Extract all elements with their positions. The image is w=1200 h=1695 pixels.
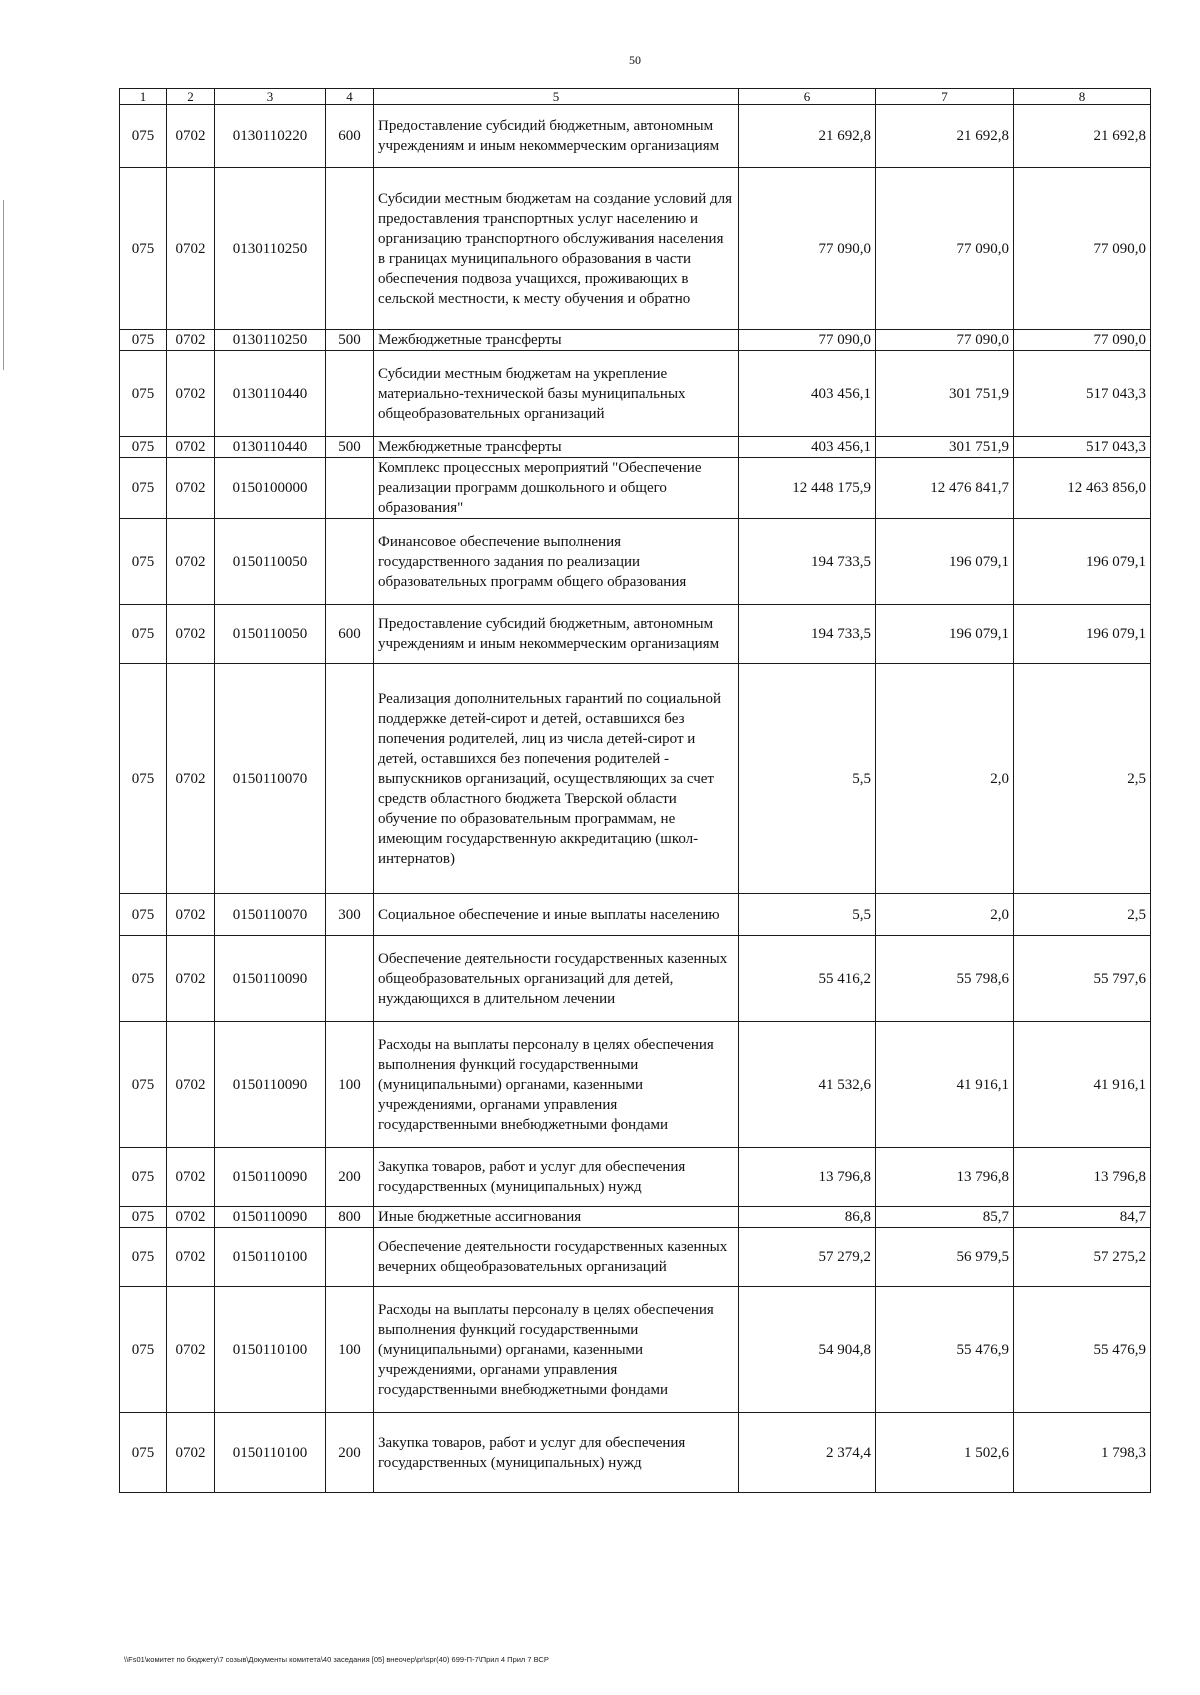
cell-target-article: 0150110070	[215, 664, 326, 894]
cell-amount-col7: 21 692,8	[876, 105, 1014, 168]
cell-expense-type: 100	[326, 1287, 374, 1413]
cell-expense-type: 200	[326, 1148, 374, 1207]
table-row	[120, 1228, 1151, 1287]
cell-ministry-code: 075	[120, 1148, 167, 1207]
cell-expense-type: 200	[326, 1413, 374, 1493]
cell-amount-col7: 55 476,9	[876, 1287, 1014, 1413]
cell-item-name: Предоставление субсидий бюджетным, автономным учреждениям и иным некоммерческим организациям	[374, 605, 739, 664]
cell-amount-col8: 1 798,3	[1014, 1413, 1151, 1493]
header-cell: 2	[167, 89, 215, 105]
cell-ministry-code: 075	[120, 168, 167, 330]
cell-amount-col8: 77 090,0	[1014, 168, 1151, 330]
cell-amount-col6: 77 090,0	[739, 330, 876, 351]
cell-amount-col7: 2,0	[876, 664, 1014, 894]
cell-item-name: Расходы на выплаты персоналу в целях обеспечения выполнения функций государственными (муниципальными) органами, казенными учреждениями, органами управления государственными внебюджетными фондами	[374, 1287, 739, 1413]
cell-target-article: 0150110090	[215, 1207, 326, 1228]
cell-ministry-code: 075	[120, 1287, 167, 1413]
cell-amount-col8: 57 275,2	[1014, 1228, 1151, 1287]
cell-amount-col8: 84,7	[1014, 1207, 1151, 1228]
cell-item-name: Финансовое обеспечение выполнения государственного задания по реализации образовательных программ общего образования	[374, 519, 739, 605]
cell-amount-col7: 196 079,1	[876, 605, 1014, 664]
cell-amount-col6: 41 532,6	[739, 1022, 876, 1148]
cell-amount-col7: 301 751,9	[876, 351, 1014, 437]
cell-ministry-code: 075	[120, 664, 167, 894]
cell-target-article: 0130110250	[215, 168, 326, 330]
cell-expense-type: 600	[326, 105, 374, 168]
cell-section-code: 0702	[167, 1022, 215, 1148]
header-cell: 5	[374, 89, 739, 105]
header-cell: 6	[739, 89, 876, 105]
cell-amount-col6: 13 796,8	[739, 1148, 876, 1207]
cell-amount-col8: 196 079,1	[1014, 519, 1151, 605]
cell-amount-col6: 403 456,1	[739, 437, 876, 458]
cell-item-name: Социальное обеспечение и иные выплаты населению	[374, 894, 739, 936]
cell-amount-col8: 55 476,9	[1014, 1287, 1151, 1413]
cell-amount-col7: 1 502,6	[876, 1413, 1014, 1493]
cell-expense-type	[326, 168, 374, 330]
cell-amount-col6: 77 090,0	[739, 168, 876, 330]
cell-expense-type: 100	[326, 1022, 374, 1148]
table-row	[120, 1148, 1151, 1207]
table-row	[120, 1287, 1151, 1413]
cell-item-name: Субсидии местным бюджетам на укрепление материально-технической базы муниципальных общеобразовательных организаций	[374, 351, 739, 437]
cell-section-code: 0702	[167, 1287, 215, 1413]
cell-amount-col7: 301 751,9	[876, 437, 1014, 458]
table-row	[120, 605, 1151, 664]
cell-target-article: 0150110100	[215, 1413, 326, 1493]
cell-target-article: 0150110050	[215, 605, 326, 664]
cell-ministry-code: 075	[120, 894, 167, 936]
cell-ministry-code: 075	[120, 437, 167, 458]
cell-section-code: 0702	[167, 1148, 215, 1207]
cell-section-code: 0702	[167, 605, 215, 664]
header-cell: 3	[215, 89, 326, 105]
cell-amount-col6: 403 456,1	[739, 351, 876, 437]
cell-target-article: 0130110440	[215, 437, 326, 458]
cell-expense-type: 300	[326, 894, 374, 936]
cell-section-code: 0702	[167, 105, 215, 168]
cell-amount-col8: 12 463 856,0	[1014, 458, 1151, 519]
cell-amount-col6: 194 733,5	[739, 519, 876, 605]
cell-section-code: 0702	[167, 1413, 215, 1493]
cell-item-name: Предоставление субсидий бюджетным, автономным учреждениям и иным некоммерческим организациям	[374, 105, 739, 168]
cell-target-article: 0150100000	[215, 458, 326, 519]
cell-item-name: Комплекс процессных мероприятий "Обеспечение реализации программ дошкольного и общего образования"	[374, 458, 739, 519]
cell-ministry-code: 075	[120, 1413, 167, 1493]
table-row	[120, 458, 1151, 519]
cell-item-name: Обеспечение деятельности государственных казенных общеобразовательных организаций для детей, нуждающихся в длительном лечении	[374, 936, 739, 1022]
cell-section-code: 0702	[167, 168, 215, 330]
cell-amount-col6: 55 416,2	[739, 936, 876, 1022]
cell-target-article: 0150110090	[215, 1148, 326, 1207]
cell-amount-col8: 41 916,1	[1014, 1022, 1151, 1148]
cell-amount-col6: 86,8	[739, 1207, 876, 1228]
cell-section-code: 0702	[167, 519, 215, 605]
cell-amount-col8: 13 796,8	[1014, 1148, 1151, 1207]
table-body	[120, 105, 1151, 1493]
cell-section-code: 0702	[167, 330, 215, 351]
cell-item-name: Расходы на выплаты персоналу в целях обеспечения выполнения функций государственными (муниципальными) органами, казенными учреждениями, органами управления государственными внебюджетными фондами	[374, 1022, 739, 1148]
cell-ministry-code: 075	[120, 330, 167, 351]
cell-amount-col6: 5,5	[739, 664, 876, 894]
cell-target-article: 0150110050	[215, 519, 326, 605]
cell-ministry-code: 075	[120, 458, 167, 519]
cell-amount-col6: 5,5	[739, 894, 876, 936]
cell-item-name: Закупка товаров, работ и услуг для обеспечения государственных (муниципальных) нужд	[374, 1413, 739, 1493]
cell-amount-col8: 55 797,6	[1014, 936, 1151, 1022]
cell-ministry-code: 075	[120, 105, 167, 168]
cell-section-code: 0702	[167, 458, 215, 519]
header-cell: 1	[120, 89, 167, 105]
cell-amount-col8: 2,5	[1014, 664, 1151, 894]
cell-expense-type: 800	[326, 1207, 374, 1228]
cell-target-article: 0150110100	[215, 1287, 326, 1413]
cell-expense-type	[326, 1228, 374, 1287]
cell-expense-type: 500	[326, 437, 374, 458]
cell-amount-col8: 196 079,1	[1014, 605, 1151, 664]
table-row	[120, 936, 1151, 1022]
cell-amount-col8: 517 043,3	[1014, 437, 1151, 458]
cell-ministry-code: 075	[120, 1022, 167, 1148]
table-row	[120, 664, 1151, 894]
cell-amount-col7: 2,0	[876, 894, 1014, 936]
cell-expense-type	[326, 664, 374, 894]
cell-amount-col7: 55 798,6	[876, 936, 1014, 1022]
cell-expense-type	[326, 936, 374, 1022]
cell-expense-type: 600	[326, 605, 374, 664]
page-number: 50	[629, 53, 641, 67]
cell-section-code: 0702	[167, 437, 215, 458]
table-row	[120, 519, 1151, 605]
cell-section-code: 0702	[167, 936, 215, 1022]
cell-amount-col8: 21 692,8	[1014, 105, 1151, 168]
cell-amount-col7: 56 979,5	[876, 1228, 1014, 1287]
cell-target-article: 0150110070	[215, 894, 326, 936]
cell-target-article: 0150110090	[215, 936, 326, 1022]
cell-amount-col6: 57 279,2	[739, 1228, 876, 1287]
table-row	[120, 437, 1151, 458]
header-cell: 4	[326, 89, 374, 105]
cell-target-article: 0150110090	[215, 1022, 326, 1148]
cell-amount-col7: 77 090,0	[876, 168, 1014, 330]
cell-expense-type	[326, 519, 374, 605]
cell-item-name: Закупка товаров, работ и услуг для обеспечения государственных (муниципальных) нужд	[374, 1148, 739, 1207]
cell-expense-type	[326, 458, 374, 519]
cell-item-name: Иные бюджетные ассигнования	[374, 1207, 739, 1228]
cell-amount-col7: 41 916,1	[876, 1022, 1014, 1148]
header-cell: 7	[876, 89, 1014, 105]
cell-amount-col6: 194 733,5	[739, 605, 876, 664]
cell-item-name: Межбюджетные трансферты	[374, 330, 739, 351]
footer-file-path: \\Fs01\комитет по бюджету\7 созыв\Документы комитета\40 заседания [05] внеочер\pr\spr(40) 699-П-7\Прил 4 Прил 7 ВСР	[124, 1655, 549, 1664]
cell-expense-type: 500	[326, 330, 374, 351]
cell-item-name: Межбюджетные трансферты	[374, 437, 739, 458]
table-row	[120, 894, 1151, 936]
table-row	[120, 105, 1151, 168]
cell-ministry-code: 075	[120, 1228, 167, 1287]
cell-target-article: 0130110440	[215, 351, 326, 437]
cell-ministry-code: 075	[120, 605, 167, 664]
cell-amount-col8: 77 090,0	[1014, 330, 1151, 351]
header-row	[120, 89, 1151, 105]
cell-target-article: 0150110100	[215, 1228, 326, 1287]
cell-section-code: 0702	[167, 664, 215, 894]
cell-item-name: Субсидии местным бюджетам на создание условий для предоставления транспортных услуг населению и организацию транспортного обслуживания населения в границах муниципального образования в части обеспечения подвоза учащихся, проживающих в сельской местности, к месту обучения и обратно	[374, 168, 739, 330]
table-row	[120, 1022, 1151, 1148]
cell-target-article: 0130110250	[215, 330, 326, 351]
cell-ministry-code: 075	[120, 936, 167, 1022]
cell-amount-col7: 12 476 841,7	[876, 458, 1014, 519]
table-row	[120, 168, 1151, 330]
cell-amount-col7: 13 796,8	[876, 1148, 1014, 1207]
cell-amount-col6: 12 448 175,9	[739, 458, 876, 519]
cell-target-article: 0130110220	[215, 105, 326, 168]
cell-amount-col8: 517 043,3	[1014, 351, 1151, 437]
cell-amount-col6: 21 692,8	[739, 105, 876, 168]
cell-section-code: 0702	[167, 1228, 215, 1287]
cell-ministry-code: 075	[120, 351, 167, 437]
cell-amount-col8: 2,5	[1014, 894, 1151, 936]
cell-amount-col6: 2 374,4	[739, 1413, 876, 1493]
cell-ministry-code: 075	[120, 1207, 167, 1228]
budget-table	[119, 88, 1151, 1493]
table-row	[120, 1207, 1151, 1228]
table-row	[120, 330, 1151, 351]
table-row	[120, 351, 1151, 437]
cell-amount-col7: 196 079,1	[876, 519, 1014, 605]
cell-amount-col7: 85,7	[876, 1207, 1014, 1228]
cell-amount-col6: 54 904,8	[739, 1287, 876, 1413]
table-row	[120, 1413, 1151, 1493]
cell-item-name: Реализация дополнительных гарантий по социальной поддержке детей-сирот и детей, оставшихся без попечения родителей, лиц из числа детей-сирот и детей, оставшихся без попечения родителей - выпускников организаций, осуществляющих за счет средств областного бюджета Тверской области обучение по образовательным программам, не имеющим государственную аккредитацию (школ-интернатов)	[374, 664, 739, 894]
cell-amount-col7: 77 090,0	[876, 330, 1014, 351]
cell-ministry-code: 075	[120, 519, 167, 605]
cell-section-code: 0702	[167, 1207, 215, 1228]
cell-item-name: Обеспечение деятельности государственных казенных вечерних общеобразовательных организаций	[374, 1228, 739, 1287]
header-cell: 8	[1014, 89, 1151, 105]
cell-expense-type	[326, 351, 374, 437]
cell-section-code: 0702	[167, 351, 215, 437]
cell-section-code: 0702	[167, 894, 215, 936]
scan-margin-line	[3, 200, 4, 370]
